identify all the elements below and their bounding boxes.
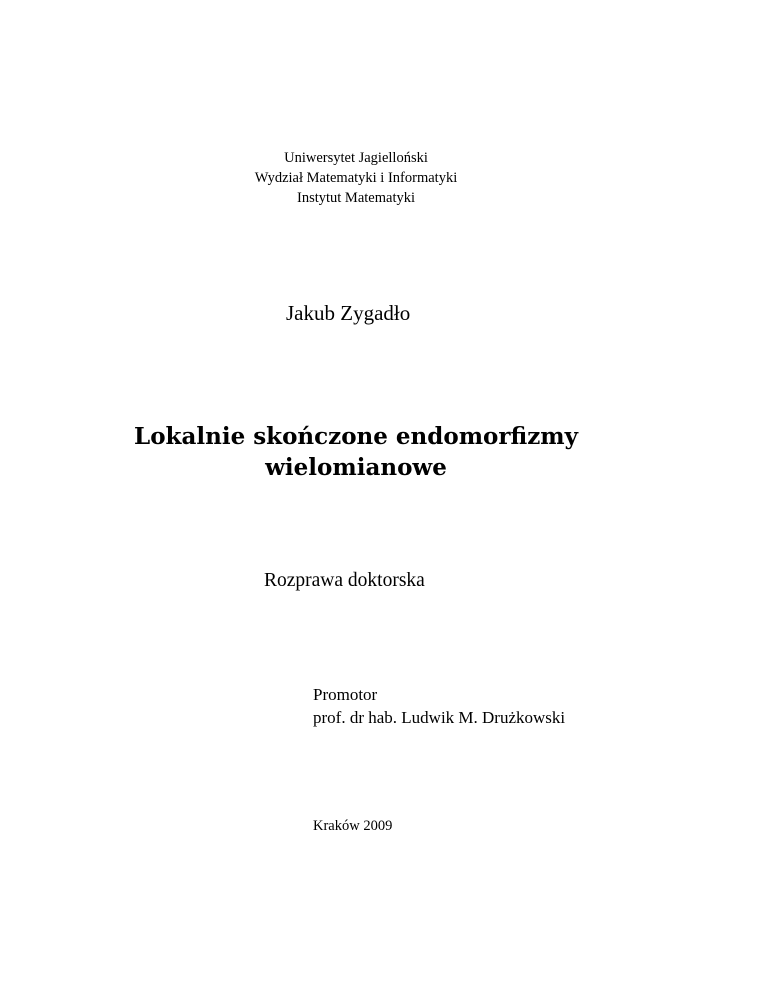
institute-name: Instytut Matematyki [297,190,415,206]
institution-header [0,148,712,208]
supervisor-label: Promotor [313,685,378,704]
place-and-date: Kraków 2009 [313,818,393,834]
document-type: Rozprawa doktorska [264,570,425,591]
thesis-title-line-2: wielomianowe [265,454,447,481]
thesis-title-line-1: Lokalnie skończone endomorfizmy [134,423,578,450]
faculty-name: Wydział Matematyki i Informatyki [254,170,458,186]
thesis-title [0,421,712,483]
university-name: Uniwersytet Jagielloński [284,150,428,166]
author-name: Jakub Zygadło [286,301,411,325]
supervisor-name: prof. dr hab. Ludwik M. Drużkowski [313,708,566,727]
supervisor-block [313,683,565,729]
